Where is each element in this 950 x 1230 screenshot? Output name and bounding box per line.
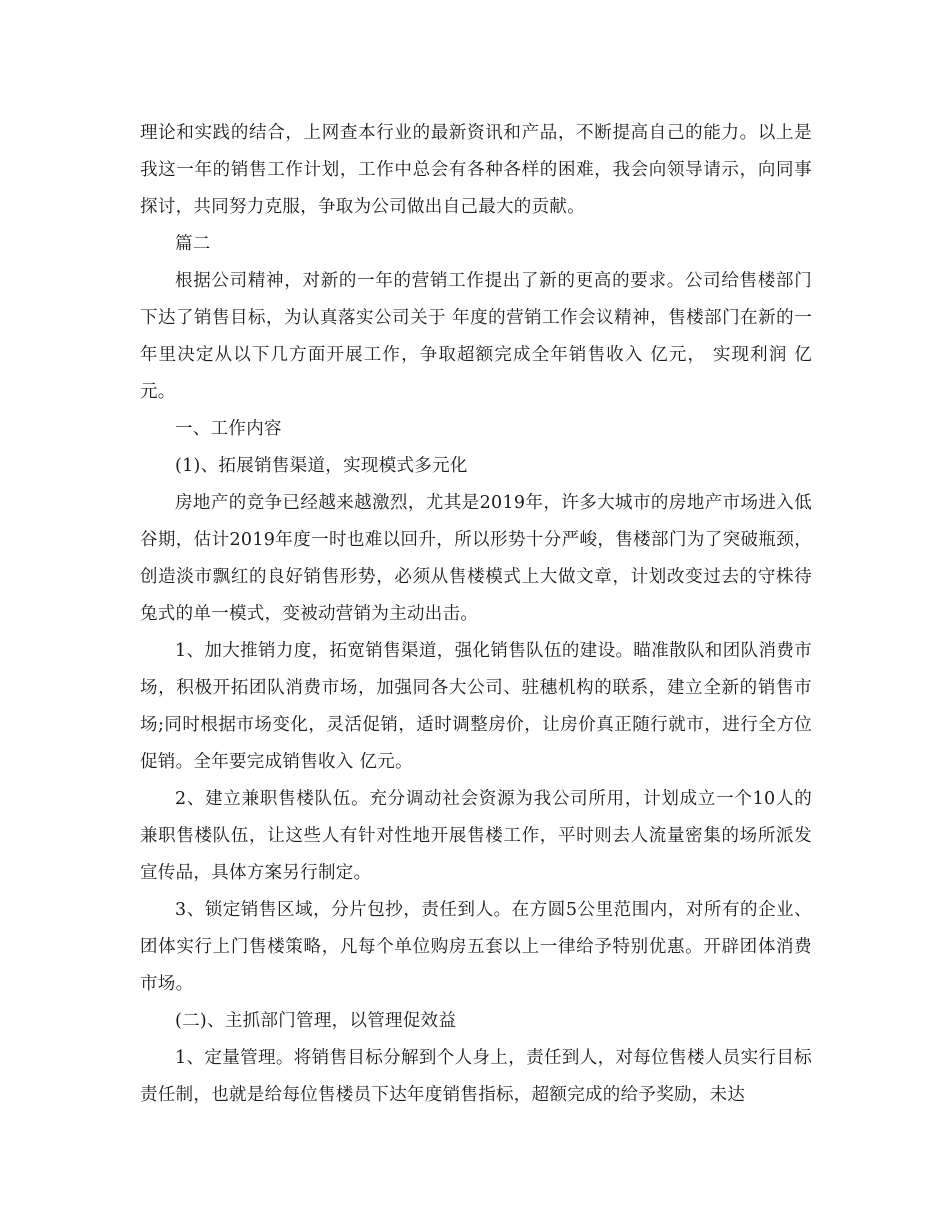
subheading-expand-channels: (1)、拓展销售渠道，实现模式多元化	[175, 456, 468, 476]
paragraph-intro-continuation: 理论和实践的结合，上网查本行业的最新资讯和产品，不断提高自己的能力。以上是我这一年的销售工作计划，工作中总会有各种各样的困难，我会向领导请示，向同事探讨，共同努力克服，争取为公司做出自己最大的贡献。	[140, 123, 812, 217]
paragraph-item-3-sales-area: 3、锁定销售区域，分片包抄，责任到人。在方圆5公里范围内，对所有的企业、团体实行上门售楼策略，凡每个单位购房五套以上一律给予特别优惠。开辟团体消费市场。	[140, 900, 812, 994]
paragraph-item-2-parttime-team: 2、建立兼职售楼队伍。充分调动社会资源为我公司所用，计划成立一个10人的兼职售楼队伍，让这些人有针对性地开展售楼工作，平时则去人流量密集的场所派发宣传品，具体方案另行制定。	[140, 789, 812, 883]
paragraph-item-1-promotion: 1、加大推销力度，拓宽销售渠道，强化销售队伍的建设。瞄准散队和团队消费市场，积极开拓团队消费市场，加强同各大公司、驻穗机构的联系，建立全新的销售市场;同时根据市场变化，灵活促销，适时调整房价，让房价真正随行就市，进行全方位促销。全年要完成销售收入 亿元。	[140, 641, 812, 772]
document-body	[140, 115, 812, 1114]
subheading-department-management: (二)、主抓部门管理，以管理促效益	[175, 1011, 457, 1031]
paragraph-market-competition: 房地产的竞争已经越来越激烈，尤其是2019年，许多大城市的房地产市场进入低谷期，估计2019年度一时也难以回升，所以形势十分严峻，售楼部门为了突破瓶颈，创造淡市飘红的良好销售形势，必须从售楼模式上大做文章，计划改变过去的守株待兔式的单一模式，变被动营销为主动出击。	[140, 493, 812, 624]
paragraph-company-goals: 根据公司精神，对新的一年的营销工作提出了新的更高的要求。公司给售楼部门下达了销售目标，为认真落实公司关于 年度的营销工作会议精神，售楼部门在新的一年里决定从以下几方面开展工作，争取超额完成全年销售收入 亿元， 实现利润 亿元。	[140, 271, 812, 402]
section-heading-work-content: 一、工作内容	[175, 419, 282, 439]
paragraph-quantitative-management: 1、定量管理。将销售目标分解到个人身上，责任到人，对每位售楼人员实行目标责任制，也就是给每位售楼员下达年度销售指标，超额完成的给予奖励，未达	[140, 1048, 812, 1105]
section-heading-part-two: 篇二	[175, 234, 211, 254]
